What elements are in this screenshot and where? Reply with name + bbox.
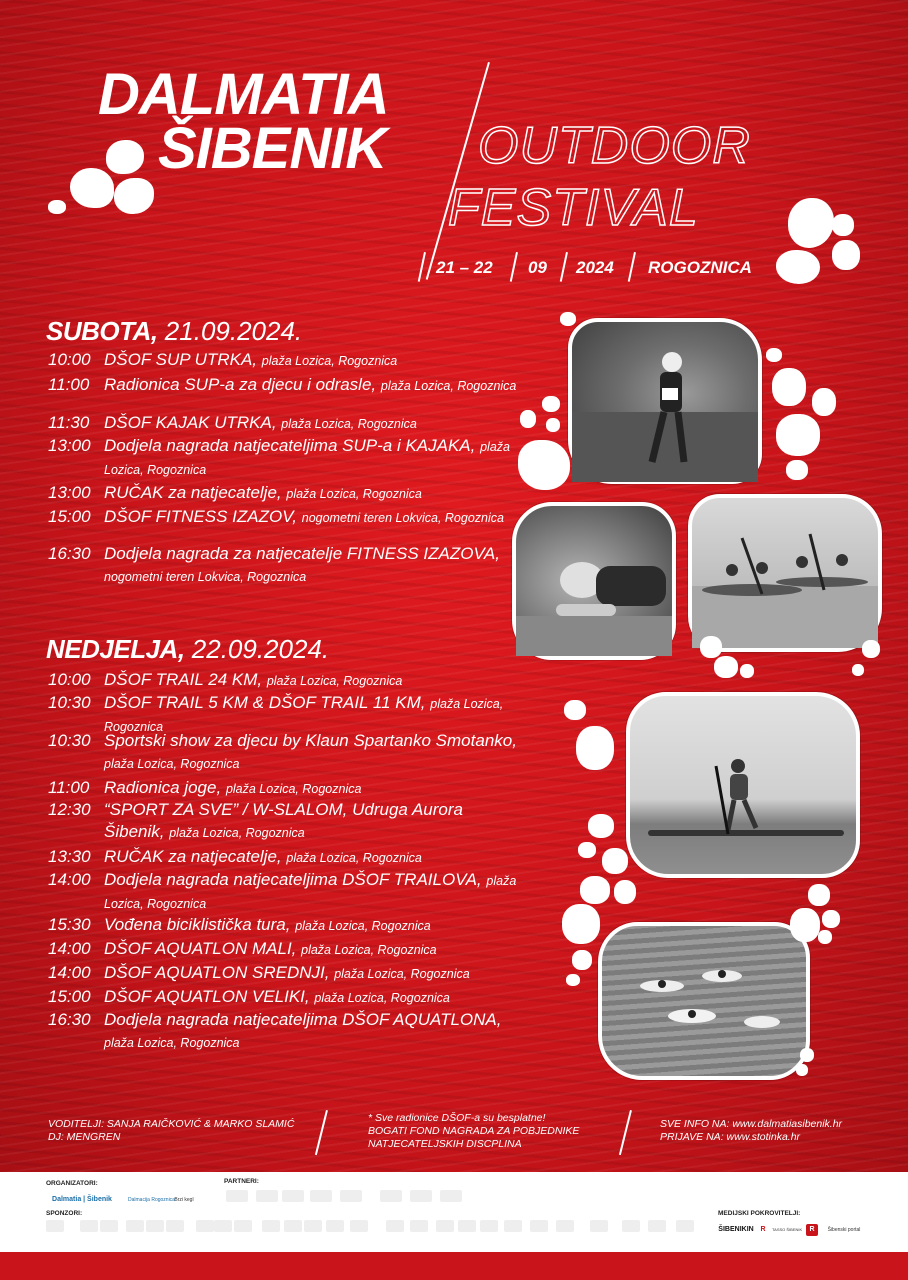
hosts-line: VODITELJI: SANJA RAIČKOVIĆ & MARKO SLAMIĆ (48, 1118, 295, 1130)
schedule-item (48, 374, 518, 397)
event-location: plaža Lozica, Rogoznica (281, 417, 417, 431)
sponsor-logo (80, 1220, 98, 1232)
schedule-item (48, 543, 518, 588)
event-description (104, 543, 518, 588)
event-description (104, 777, 361, 800)
pebble-decoration (818, 930, 832, 944)
event-location: plaža Lozica, Rogoznica (334, 967, 470, 981)
media-logo: R (760, 1226, 766, 1233)
event-description (104, 669, 402, 692)
sponsor-logo (282, 1190, 304, 1202)
partners-label: PARTNERI: (224, 1178, 259, 1185)
event-location: plaža Lozica, Rogoznica (104, 1036, 240, 1050)
event-title: DŠOF AQUATLON VELIKI, (104, 987, 310, 1006)
event-location: plaža Lozica, Rogoznica (301, 943, 437, 957)
pebble-decoration (602, 848, 628, 874)
event-title: DŠOF FITNESS IZAZOV, (104, 507, 298, 526)
pebble-decoration (852, 664, 864, 676)
schedule-item (48, 412, 518, 435)
title-dalmatia: DALMATIA (98, 62, 389, 127)
event-location: plaža Lozica, Rogoznica (169, 826, 305, 840)
title-festival: FESTIVAL (448, 179, 699, 237)
schedule-item (48, 799, 518, 844)
pebble-decoration (812, 388, 836, 416)
schedule-item (48, 669, 518, 692)
event-time: 15:00 (48, 507, 91, 526)
event-location: plaža Lozica, Rogoznica (286, 487, 422, 501)
organizer-logo: Dalmacija Rogoznica (128, 1197, 175, 1203)
event-title: Dodjela nagrada za natjecatelje FITNESS IZAZOVA, (104, 544, 500, 563)
event-location: plaža Lozica, Rogoznica (314, 991, 450, 1005)
event-description (104, 482, 422, 505)
note-disciplines: NATJECATELJSKIH DISCPLINA (368, 1138, 522, 1150)
event-title: “SPORT ZA SVE” / W-SLALOM, Udruga Aurora Šibenik, (104, 800, 463, 841)
event-days: 21 – 22 (436, 258, 493, 277)
pebble-decoration (832, 214, 854, 236)
pebble-decoration (788, 198, 834, 248)
pebble-decoration (808, 884, 830, 906)
sponsor-logo (234, 1220, 252, 1232)
swimmers-illustration (602, 926, 806, 1076)
pebble-decoration (800, 1048, 814, 1062)
event-title: Radionica joge, (104, 778, 222, 797)
bottom-band (0, 1252, 908, 1280)
event-time: 15:00 (48, 987, 91, 1006)
sponsor-logo (676, 1220, 694, 1232)
sponsor-logo (530, 1220, 548, 1232)
event-title: Dodjela nagrada natjecateljima SUP-a i KAJAKA, (104, 436, 476, 455)
sponsor-logo (440, 1190, 462, 1202)
sponsor-logo (284, 1220, 302, 1232)
runner-illustration (572, 322, 758, 480)
schedule-item (48, 777, 518, 800)
event-description (104, 986, 450, 1009)
sponsor-logo (590, 1220, 608, 1232)
event-info-line (420, 252, 780, 282)
sponsor-logo (648, 1220, 666, 1232)
event-location: ROGOZNICA (648, 258, 752, 277)
event-time: 13:30 (48, 847, 91, 866)
pebble-decoration (562, 904, 600, 944)
footer-divider (315, 1110, 328, 1155)
pebble-decoration (588, 814, 614, 838)
event-time: 10:00 (48, 670, 91, 689)
event-location: plaža Lozica, Rogoznica (104, 874, 517, 911)
event-title: Dodjela nagrada natjecateljima DŠOF AQUATLONA, (104, 1010, 502, 1029)
pebble-logo-mark (114, 178, 154, 214)
sponsor-logo (262, 1220, 280, 1232)
pebble-decoration (614, 880, 636, 904)
media-label: MEDIJSKI POKROVITELJI: (718, 1210, 801, 1217)
event-time: 14:00 (48, 939, 91, 958)
footer-divider (619, 1110, 632, 1155)
event-description (104, 799, 518, 844)
photo-kayak-race (688, 494, 882, 652)
sponsor-logo (126, 1220, 144, 1232)
event-description (104, 730, 518, 775)
pebble-logo-mark (48, 200, 66, 214)
schedule-item (48, 914, 518, 937)
schedule-item (48, 349, 518, 372)
sponsor-logo (458, 1220, 476, 1232)
sponsor-logo (304, 1220, 322, 1232)
saturday-day: SUBOTA, (46, 316, 158, 346)
pebble-logo-mark (70, 168, 114, 208)
schedule-item (48, 506, 518, 529)
sponsor-logo (226, 1190, 248, 1202)
photo-swimmers (598, 922, 810, 1080)
pebble-logo-mark (106, 140, 144, 174)
sunday-date: 22.09.2024. (184, 634, 330, 664)
event-title: RUČAK za natjecatelje, (104, 483, 282, 502)
event-title: Dodjela nagrada natjecateljima DŠOF TRAILOVA, (104, 870, 482, 889)
event-location: plaža Lozica, Rogoznica (295, 919, 431, 933)
event-time: 14:00 (48, 870, 91, 889)
pebble-decoration (822, 910, 840, 928)
sponsor-logo (196, 1220, 214, 1232)
sponsor-strip (0, 1172, 908, 1252)
sponsor-logo (166, 1220, 184, 1232)
sponsor-logo (146, 1220, 164, 1232)
event-time: 11:00 (48, 778, 90, 797)
event-time: 16:30 (48, 1010, 91, 1029)
event-year: 2024 (576, 258, 614, 277)
sponsor-logo (622, 1220, 640, 1232)
pebble-decoration (518, 440, 570, 490)
schedule-item (48, 1009, 518, 1054)
pebble-decoration (520, 410, 536, 428)
media-logo: TASSO ŠIBENIK (772, 1227, 803, 1232)
sponsor-logo (214, 1220, 232, 1232)
event-location: plaža Lozica, Rogoznica (261, 354, 398, 368)
event-time: 10:00 (48, 350, 91, 369)
photo-sup-paddler (626, 692, 860, 878)
media-logo: R (806, 1224, 818, 1236)
event-description (104, 962, 470, 985)
event-location: nogometni teren Lokvica, Rogoznica (104, 570, 307, 584)
pebble-decoration (700, 636, 722, 658)
event-time: 11:00 (48, 375, 90, 394)
schedule-item (48, 846, 518, 869)
pebble-decoration (740, 664, 754, 678)
sponsors-label: SPONZORI: (46, 1210, 83, 1217)
event-location: nogometni teren Lokvica, Rogoznica (301, 511, 504, 525)
event-description (104, 435, 518, 481)
pebble-decoration (776, 414, 820, 456)
event-location: plaža Lozica, Rogoznica (266, 674, 403, 688)
schedule-item (48, 986, 518, 1009)
sponsor-logo (380, 1190, 402, 1202)
organizer-logo: Brzi kegl (174, 1197, 194, 1203)
event-title: DŠOF AQUATLON SREDNJI, (104, 963, 330, 982)
pebble-decoration (572, 950, 592, 970)
media-logo: ŠIBENIKIN (718, 1226, 754, 1233)
sponsor-logo (410, 1220, 428, 1232)
dj-line: DJ: MENGREN (48, 1131, 121, 1143)
pebble-decoration (766, 348, 782, 362)
sponsor-logo (326, 1220, 344, 1232)
event-time: 14:00 (48, 963, 91, 982)
event-location: plaža Lozica, Rogoznica (104, 440, 510, 477)
sunday-day: NEDJELJA, (46, 634, 185, 664)
saturday-date: 21.09.2024. (157, 316, 303, 346)
event-description (104, 374, 516, 397)
event-time: 16:30 (48, 544, 91, 563)
pebble-decoration (862, 640, 880, 658)
event-title: DŠOF AQUATLON MALI, (104, 939, 297, 958)
pebble-decoration (564, 700, 586, 720)
event-title: Sportski show za djecu by Klaun Spartanko Smotanko, (104, 731, 517, 750)
sponsor-logo (386, 1220, 404, 1232)
schedule-item (48, 435, 518, 481)
pebble-decoration (576, 726, 614, 770)
media-logo: Šibenski portal (827, 1227, 861, 1233)
event-time: 13:00 (48, 483, 91, 502)
pebble-decoration (546, 418, 560, 432)
event-title: Radionica SUP-a za djecu i odrasle, (104, 375, 377, 394)
event-title: Vođena biciklistička tura, (104, 915, 291, 934)
event-title: DŠOF SUP UTRKA, (104, 350, 258, 369)
event-description (104, 1009, 518, 1054)
pebble-decoration (832, 240, 860, 270)
sponsor-logo (256, 1190, 278, 1202)
kayak-illustration (692, 498, 878, 648)
event-time: 12:30 (48, 800, 91, 819)
photo-trail-runner (568, 318, 762, 484)
event-description (104, 349, 397, 372)
sponsor-logo (100, 1220, 118, 1232)
title-outdoor: OUTDOOR (478, 117, 751, 175)
saturday-heading (46, 316, 302, 347)
photo-fitness-plank (512, 502, 676, 660)
prizes-note (368, 1112, 579, 1151)
sponsor-logo (410, 1190, 432, 1202)
event-time: 13:00 (48, 436, 91, 455)
organizer-logo: Dalmatia | Šibenik (52, 1196, 112, 1203)
event-location: plaža Lozica, Rogoznica (225, 782, 362, 796)
event-description (104, 938, 437, 961)
event-title: DŠOF TRAIL 5 KM & DŠOF TRAIL 11 KM, (104, 693, 426, 712)
registration-website[interactable]: PRIJAVE NA: www.stotinka.hr (660, 1131, 801, 1143)
pebble-decoration (560, 312, 576, 326)
event-time: 11:30 (48, 413, 90, 432)
pebble-decoration (772, 368, 806, 406)
event-description (104, 506, 504, 529)
schedule-item (48, 869, 518, 915)
pebble-decoration (578, 842, 596, 858)
organizers-label: ORGANIZATORI: (46, 1180, 98, 1187)
web-info (660, 1118, 842, 1144)
pebble-decoration (776, 250, 820, 284)
event-description (104, 914, 431, 937)
sponsor-logo (340, 1190, 362, 1202)
sponsor-logo (556, 1220, 574, 1232)
event-location: plaža Lozica, Rogoznica (104, 757, 240, 771)
event-title: RUČAK za natjecatelje, (104, 847, 282, 866)
festival-logo (40, 60, 480, 230)
event-title: DŠOF TRAIL 24 KM, (104, 670, 263, 689)
sponsor-logo (350, 1220, 368, 1232)
event-title: DŠOF KAJAK UTRKA, (104, 413, 277, 432)
schedule-item (48, 938, 518, 961)
hosts-info (48, 1118, 294, 1144)
info-website[interactable]: SVE INFO NA: www.dalmatiasibenik.hr (660, 1118, 843, 1130)
event-month: 09 (528, 258, 547, 277)
schedule-item (48, 962, 518, 985)
pebble-decoration (786, 460, 808, 480)
event-time: 10:30 (48, 731, 91, 750)
pebble-decoration (796, 1064, 808, 1076)
sponsor-logo (436, 1220, 454, 1232)
schedule-item (48, 482, 518, 505)
pebble-decoration (566, 974, 580, 986)
pebble-decoration (790, 908, 820, 942)
pebble-decoration (714, 656, 738, 678)
sponsor-logo (480, 1220, 498, 1232)
sponsor-logo (504, 1220, 522, 1232)
event-description (104, 869, 518, 915)
title-sibenik: ŠIBENIK (158, 116, 387, 181)
plank-illustration (516, 506, 672, 656)
note-prize-fund: BOGATI FOND NAGRADA ZA POBJEDNIKE (368, 1125, 580, 1137)
schedule-item (48, 730, 518, 775)
pebble-decoration (542, 396, 560, 412)
event-description (104, 846, 422, 869)
sponsor-logo (46, 1220, 64, 1232)
event-location: plaža Lozica, Rogoznica (380, 379, 517, 393)
event-location: plaža Lozica, Rogoznica (104, 697, 504, 734)
event-time: 10:30 (48, 693, 91, 712)
note-free-workshops: * Sve radionice DŠOF-a su besplatne! (368, 1112, 546, 1124)
sup-illustration (630, 696, 856, 874)
event-location: plaža Lozica, Rogoznica (286, 851, 422, 865)
sunday-heading (46, 634, 329, 665)
pebble-decoration (580, 876, 610, 904)
sponsor-logo (310, 1190, 332, 1202)
event-description (104, 412, 417, 435)
event-time: 15:30 (48, 915, 91, 934)
